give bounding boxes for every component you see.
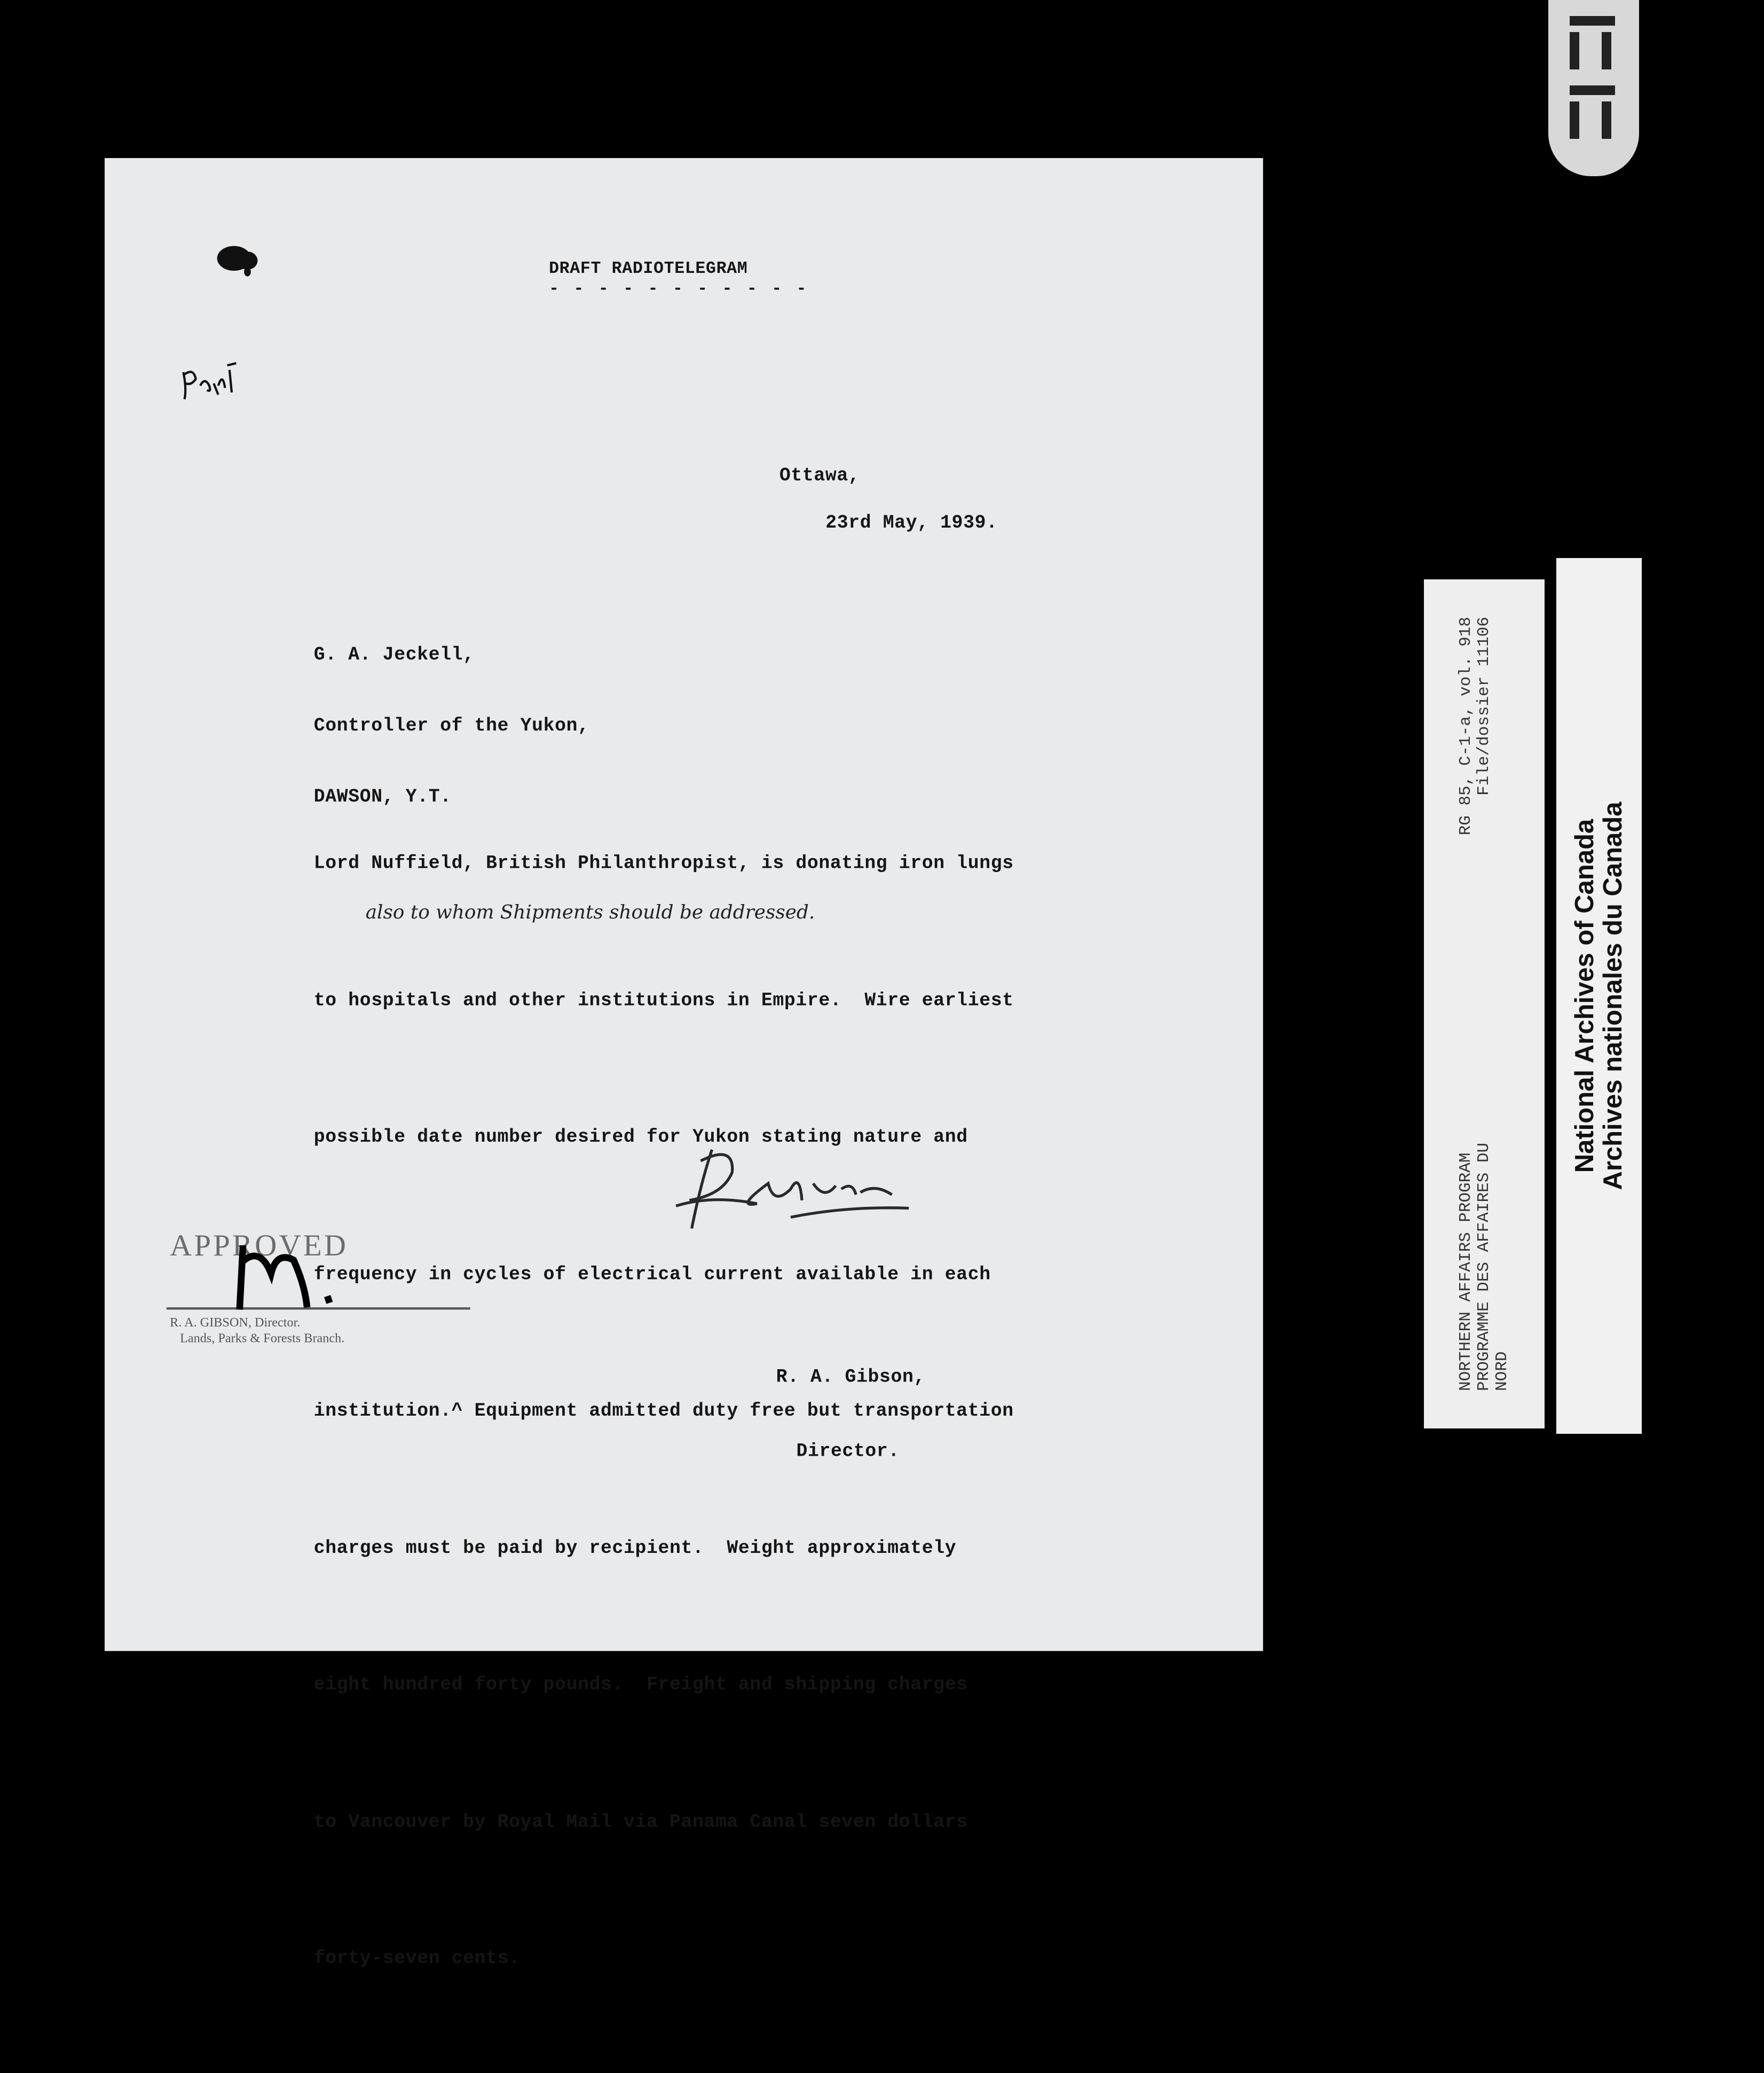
signatory-title: Director. xyxy=(796,1440,900,1462)
body-line: possible date number desired for Yukon stating nature and xyxy=(313,1126,968,1148)
handwritten-margin-mark-icon xyxy=(178,361,245,406)
archive-reference-label xyxy=(1424,579,1545,1428)
signature-icon xyxy=(667,1138,914,1240)
body-line: to hospitals and other institutions in Empire. Wire earliest xyxy=(313,989,1014,1011)
body-line: charges must be paid by recipient. Weight approximately xyxy=(313,1536,957,1558)
reel-bar xyxy=(1570,32,1579,69)
stamp-signatory: R. A. GIBSON, Director. xyxy=(170,1316,301,1330)
film-reel-marker xyxy=(1548,0,1639,176)
addressee-location: DAWSON, Y.T. xyxy=(313,786,452,807)
reel-bar xyxy=(1602,101,1611,139)
handwritten-initials-icon xyxy=(226,1240,350,1319)
body-line: forty-seven cents. xyxy=(313,1947,521,1969)
reel-bar xyxy=(1570,101,1579,139)
reel-bar xyxy=(1570,16,1615,26)
document-page xyxy=(105,158,1263,1969)
archive-institution-label xyxy=(1556,558,1642,1434)
file-number: File/dossier 11106 xyxy=(1475,617,1493,796)
signatory-block xyxy=(776,1315,925,1513)
record-group: RG 85, C-1-a, vol. 918 xyxy=(1456,617,1475,836)
approved-stamp: APPROVED xyxy=(170,1228,349,1262)
stamp-branch: Lands, Parks & Forests Branch. xyxy=(180,1332,345,1346)
body-line: to Vancouver by Royal Mail via Panama Canal seven dollars xyxy=(313,1810,968,1832)
ink-blot-icon xyxy=(214,242,258,276)
reel-bar xyxy=(1602,32,1611,69)
body-line: frequency in cycles of electrical current available in each xyxy=(313,1262,991,1284)
body-line: institution.^ Equipment admitted duty free but transportation xyxy=(313,1400,1014,1422)
program-name-fr-cont: NORD xyxy=(1493,1351,1511,1391)
program-name-fr: PROGRAMME DES AFFAIRES DU xyxy=(1475,1142,1493,1391)
program-name-en: NORTHERN AFFAIRS PROGRAM xyxy=(1456,1152,1475,1391)
body-line: Lord Nuffield, British Philanthropist, is donating iron lungs xyxy=(313,852,1014,874)
archive-name-en: National Archives of Canada xyxy=(1570,819,1599,1173)
addressee-name: G. A. Jeckell, xyxy=(313,643,475,665)
document-title: DRAFT RADIOTELEGRAM xyxy=(549,259,748,279)
place: Ottawa, xyxy=(779,464,860,486)
handwritten-insert: also to whom Shipments should be addressed. xyxy=(365,901,815,924)
reel-bar xyxy=(1570,85,1615,95)
signatory-name: R. A. Gibson, xyxy=(776,1365,925,1388)
title-rule: - - - - - - - - - - - xyxy=(549,279,809,299)
addressee-title: Controller of the Yukon, xyxy=(313,714,589,736)
body-line: eight hundred forty pounds. Freight and shipping charges xyxy=(313,1673,968,1695)
archive-name-fr: Archives nationales du Canada xyxy=(1598,802,1627,1190)
date: 23rd May, 1939. xyxy=(825,512,998,533)
